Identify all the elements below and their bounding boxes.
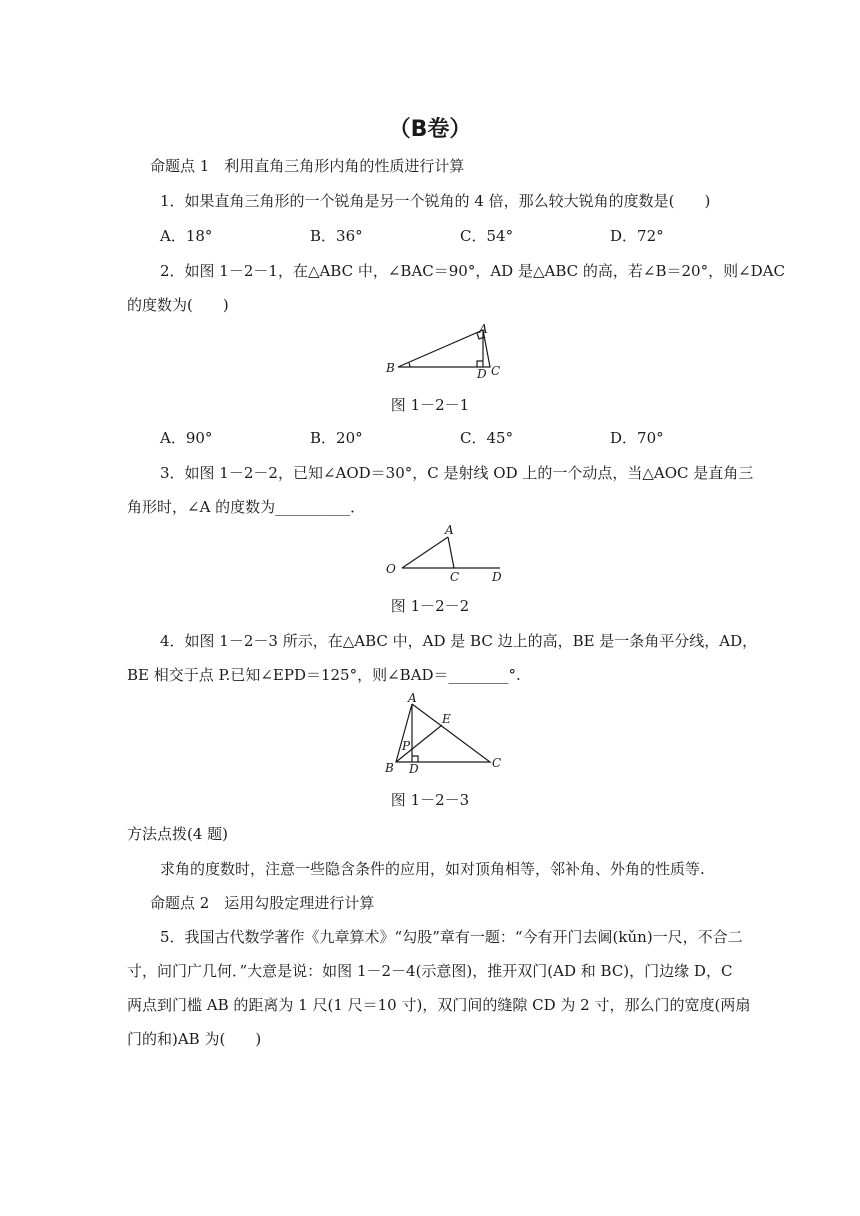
q1-option-b: B．36° <box>310 227 363 245</box>
label-e: E <box>442 712 451 726</box>
segment-ac <box>448 537 454 568</box>
q1-option-c: C．54° <box>460 227 514 245</box>
label-d: D <box>409 762 419 776</box>
triangle-abc <box>398 330 490 367</box>
q1-option-d: D．72° <box>610 227 664 245</box>
label-a: A <box>445 523 454 537</box>
question-2-stem-line1: 2．如图 1－2－1，在△ABC 中，∠BAC＝90°，AD 是△ABC 的高，若∠B＝20°，则∠DAC <box>160 262 785 280</box>
question-3-stem-line2: 角形时，∠A 的度数为__________． <box>127 498 366 516</box>
figure-1-2-1 <box>380 320 510 382</box>
method-text: 求角的度数时，注意一些隐含条件的应用，如对顶角相等，邻补角、外角的性质等. <box>160 860 705 878</box>
question-4-stem-line1: 4．如图 1－2－3 所示，在△ABC 中，AD 是 BC 边上的高，BE 是一条角平分线，AD， <box>160 632 758 650</box>
question-5-line3: 两点到门槛 AB 的距离为 1 尺(1 尺＝10 寸)，双门间的缝隙 CD 为 2 寸，那么门的宽度(两扇 <box>127 996 751 1014</box>
q2-option-b: B．20° <box>310 429 363 447</box>
label-b: B <box>386 361 395 375</box>
question-5-line4: 门的和)AB 为( ) <box>127 1030 262 1048</box>
question-5-line2: 寸，问门广几何．”大意是说：如图 1－2－4(示意图)，推开双门(AD 和 BC)，门边缘 D，C <box>127 962 733 980</box>
angle-b-arc <box>409 363 410 367</box>
page-title: （B卷） <box>388 117 472 142</box>
label-p: P <box>402 739 411 753</box>
label-d: D <box>477 367 487 381</box>
label-c: C <box>450 570 460 584</box>
label-a: A <box>408 691 417 705</box>
q1-option-a: A．18° <box>160 227 213 245</box>
caption-1-2-1: 图 1－2－1 <box>390 396 470 414</box>
method-title: 方法点拨(4 题) <box>127 825 229 843</box>
question-2-stem-line2: 的度数为( ) <box>127 296 229 314</box>
figure-1-2-2 <box>380 520 520 585</box>
label-o: O <box>386 562 396 576</box>
question-4-stem-line2: BE 相交于点 P.已知∠EPD＝125°，则∠BAD＝________°. <box>127 666 521 684</box>
label-c: C <box>492 756 502 770</box>
figure-1-2-3 <box>378 692 518 780</box>
segment-oa <box>402 537 448 568</box>
q2-option-c: C．45° <box>460 429 514 447</box>
label-c: C <box>491 364 501 378</box>
q2-option-d: D．70° <box>610 429 664 447</box>
section-heading-1: 命题点 1 利用直角三角形内角的性质进行计算 <box>150 157 465 175</box>
q2-option-a: A．90° <box>160 429 213 447</box>
question-5-line1: 5．我国古代数学著作《九章算术》“勾股”章有一题：“今有开门去阃(kǔn)一尺，不合二 <box>160 928 743 946</box>
label-d: D <box>492 570 502 584</box>
label-a: A <box>479 322 488 336</box>
caption-1-2-2: 图 1－2－2 <box>390 597 470 615</box>
caption-1-2-3: 图 1－2－3 <box>390 791 470 809</box>
question-1-stem: 1．如果直角三角形的一个锐角是另一个锐角的 4 倍，那么较大锐角的度数是( ) <box>160 192 711 210</box>
question-3-stem-line1: 3．如图 1－2－2，已知∠AOD＝30°，C 是射线 OD 上的一个动点，当△AOC 是直角三 <box>160 464 754 482</box>
label-b: B <box>385 761 394 775</box>
section-heading-2: 命题点 2 运用勾股定理进行计算 <box>150 894 375 912</box>
